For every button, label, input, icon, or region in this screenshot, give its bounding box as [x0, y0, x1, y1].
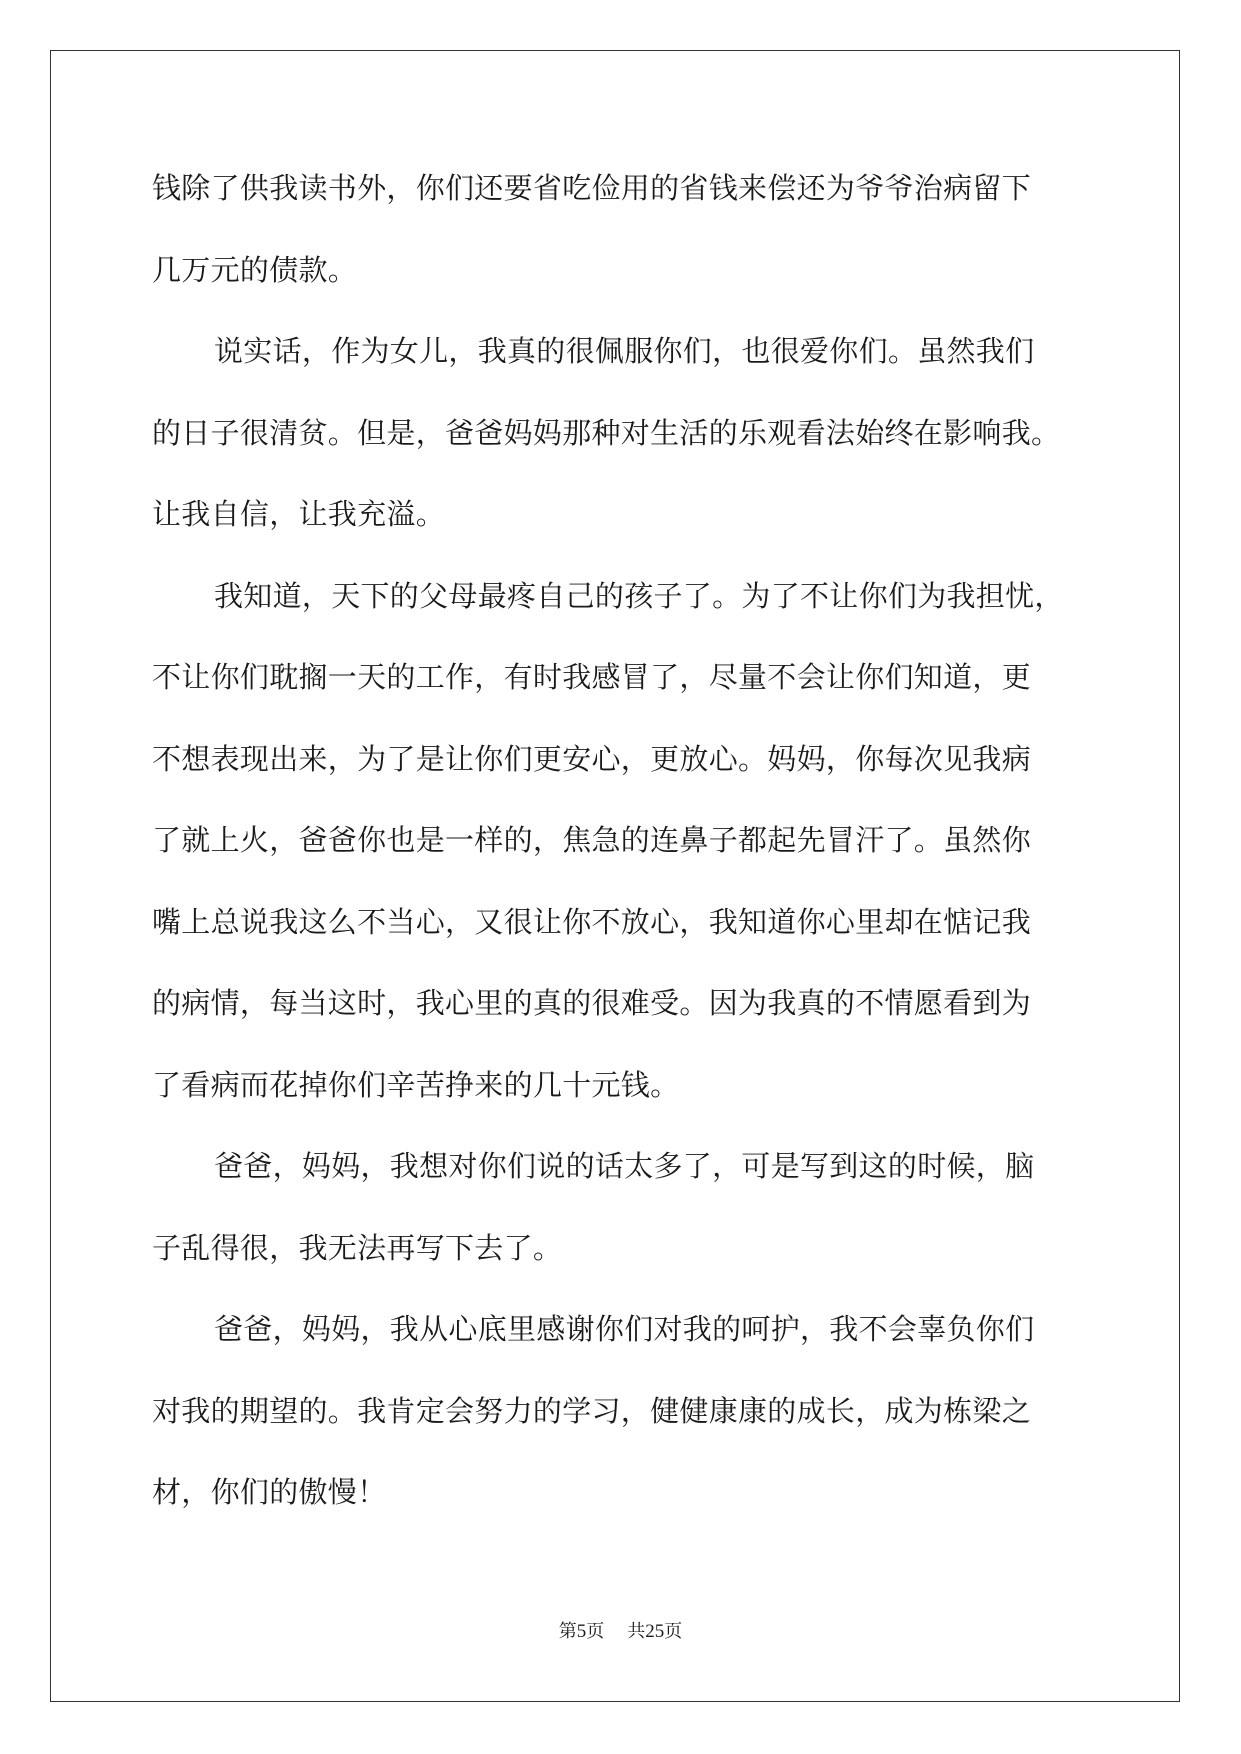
text-line: 了看病而花掉你们辛苦挣来的几十元钱。	[152, 1067, 680, 1102]
text-line: 了就上火，爸爸你也是一样的，焦急的连鼻子都起先冒汗了。虽然你	[152, 823, 1032, 857]
page-footer	[0, 1617, 1241, 1643]
total-suffix: 页	[664, 1621, 683, 1642]
text-line: 材，你们的傲慢！	[152, 1475, 387, 1509]
text-line: 几万元的债款。	[152, 252, 358, 287]
text-line: 嘴上总说我这么不当心，又很让你不放心，我知道你心里却在惦记我	[152, 904, 1032, 939]
page-suffix: 页	[586, 1621, 605, 1642]
total-prefix: 共	[627, 1621, 646, 1642]
total-pages: 25	[645, 1621, 665, 1642]
text-line: 让我自信，让我充溢。	[152, 497, 446, 531]
paragraph-start-line: 说实话，作为女儿，我真的很佩服你们，也很爱你们。虽然我们	[214, 334, 1035, 368]
text-line: 的病情，每当这时，我心里的真的很难受。因为我真的不情愿看到为	[152, 986, 1032, 1020]
text-line: 子乱得很，我无法再写下去了。	[152, 1230, 563, 1265]
text-line: 不让你们耽搁一天的工作，有时我感冒了，尽量不会让你们知道，更	[152, 660, 1032, 694]
text-line: 不想表现出来，为了是让你们更安心，更放心。妈妈，你每次见我病	[152, 741, 1032, 776]
paragraph-start-line: 我知道，天下的父母最疼自己的孩子了。为了不让你们为我担忧，	[214, 578, 1064, 613]
page-prefix: 第	[558, 1621, 577, 1642]
page-number: 5	[576, 1621, 587, 1642]
document-body	[152, 163, 1092, 1549]
text-line: 的日子很清贫。但是，爸爸妈妈那种对生活的乐观看法始终在影响我。	[152, 415, 1061, 450]
paragraph-start-line: 爸爸，妈妈，我从心底里感谢你们对我的呵护，我不会辜负你们	[214, 1312, 1035, 1346]
text-line: 钱除了供我读书外，你们还要省吃俭用的省钱来偿还为爷爷治病留下	[152, 171, 1032, 205]
paragraph-start-line: 爸爸，妈妈，我想对你们说的话太多了，可是写到这的时候，脑	[214, 1149, 1035, 1183]
text-line: 对我的期望的。我肯定会努力的学习，健健康康的成长，成为栋梁之	[152, 1393, 1032, 1428]
